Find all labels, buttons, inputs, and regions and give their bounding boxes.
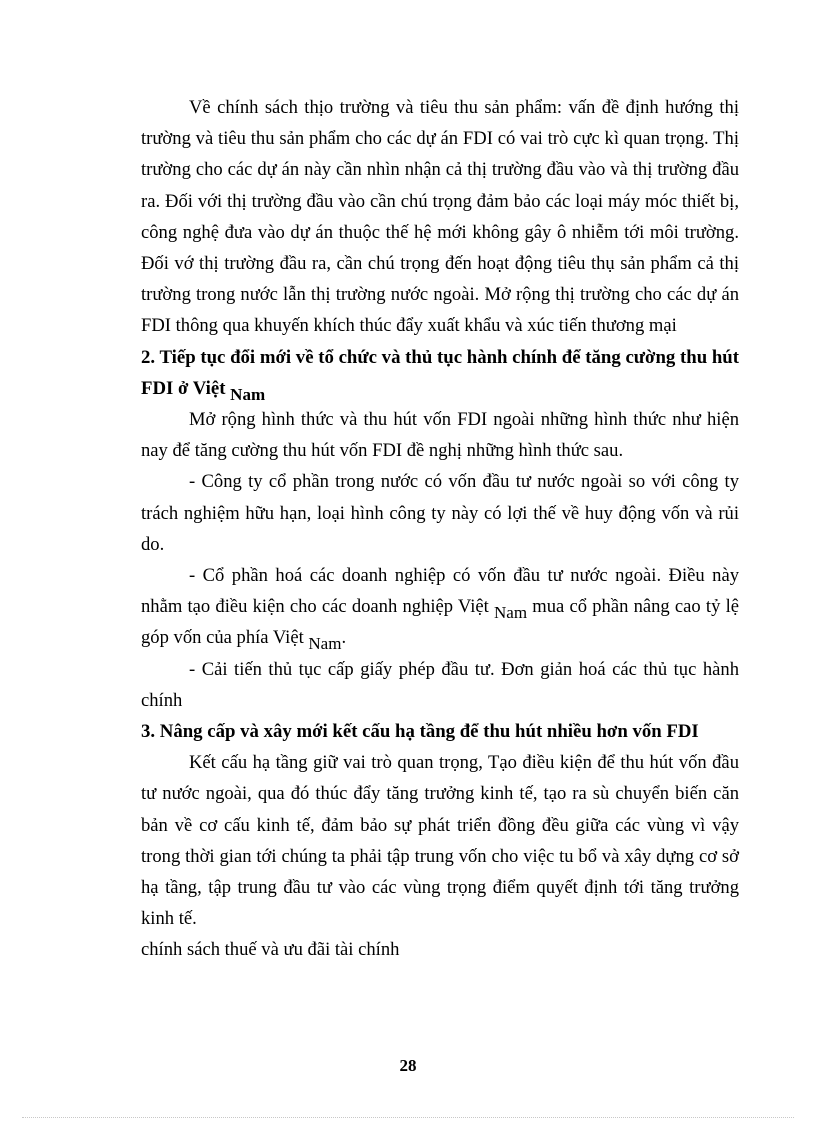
footer-divider xyxy=(22,1117,794,1118)
page-number: 28 xyxy=(399,1056,417,1075)
equitization-subscript-2: Nam xyxy=(308,634,342,654)
heading-section-2 xyxy=(141,342,739,404)
equitization-text-part3: . xyxy=(341,627,347,649)
equitization-text-part2: mua cổ phần nâng cao tỷ lệ góp vốn của phía Việt xyxy=(141,596,739,649)
paragraph-market-policy: Về chính sách thịo trường và tiêu thu sản phẩm: vấn đề định hướng thị trường và tiêu thu sản phẩm cho các dự án FDI có vai trò cực kì quan trọng. Thị trường cho các dự án này cần nhìn nhận cả thị trường đầu vào và thị trường đầu ra. Đối với thị trường đầu vào cần chú trọng đảm bảo các loại máy móc thiết bị, công nghệ đưa vào dự án thuộc thế hệ mới không gây ô nhiễm tới môi trường. Đối vớ thị trường đầu ra, cần chú trọng đến hoạt động tiêu thụ sản phẩm cả thị trường trong nước lẫn thị trường nước ngoài. Mở rộng thị trường cho các dự án FDI thông qua khuyến khích thúc đẩy xuất khẩu và xúc tiến thương mại xyxy=(141,97,739,337)
paragraph-infrastructure: Kết cấu hạ tầng giữ vai trò quan trọng, Tạo điều kiện để thu hút vốn đầu tư nước ngoài, qua đó thúc đẩy tăng trưởng kinh tế, tạo ra sù chuyển biến căn bản về cơ cấu kinh tế, đảm bảo sự phát triển đồng đều giữa các vùng vì vậy trong thời gian tới chúng ta phải tập trung vốn cho việc tu bổ và xây dựng cơ sở hạ tầng, tập trung đầu tư vào các vùng trọng điểm quyết định tới tăng trưởng kinh tế. xyxy=(141,752,739,930)
paragraph-joint-stock: - Công ty cổ phần trong nước có vốn đầu tư nước ngoài so với công ty trách nghiệm hữu hạn, loại hình công ty này có lợi thế về huy động vốn và rủi do. xyxy=(141,471,739,555)
paragraph-tax-policy: chính sách thuế và ưu đãi tài chính xyxy=(141,939,400,961)
paragraph-equitization xyxy=(141,560,739,654)
equitization-subscript-1: Nam xyxy=(494,603,528,623)
heading-section-2-text: 2. Tiếp tục đổi mới về tổ chức và thủ tục hành chính để tăng cường thu hút FDI ở Việt xyxy=(141,346,739,399)
heading-section-3: 3. Nâng cấp và xây mới kết cấu hạ tầng để thu hút nhiều hơn vốn FDI xyxy=(141,721,699,743)
equitization-text-part1: - Cổ phần hoá các doanh nghiệp có vốn đầu tư nước ngoài. Điều này nhằm tạo điều kiện cho các doanh nghiệp Việt xyxy=(141,565,739,618)
paragraph-licensing: - Cải tiến thủ tục cấp giấy phép đầu tư. Đơn giản hoá các thủ tục hành chính xyxy=(141,658,739,711)
paragraph-fdi-forms: Mở rộng hình thức và thu hút vốn FDI ngoài những hình thức như hiện nay để tăng cường thu hút vốn FDI đề nghị những hình thức sau. xyxy=(141,409,739,462)
heading-section-2-subscript: Nam xyxy=(230,384,266,404)
document-body xyxy=(141,92,739,966)
